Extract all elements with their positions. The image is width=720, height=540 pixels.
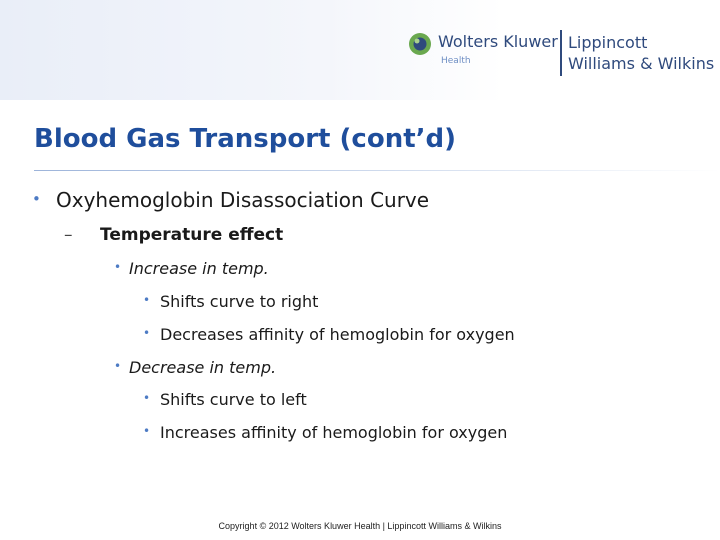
bullet-dot-icon: •	[143, 293, 151, 307]
bullet-text: Increase in temp.	[129, 259, 269, 278]
bullet-text: Shifts curve to left	[160, 390, 307, 409]
bullet-dot-icon: •	[32, 190, 41, 208]
bullet-dot-icon: •	[143, 326, 151, 340]
bullet-level-3	[114, 358, 277, 377]
dash-marker-icon: –	[64, 225, 73, 245]
bullet-text: Increases affinity of hemoglobin for oxygen	[160, 423, 508, 442]
bullet-dot-icon: •	[114, 359, 122, 373]
partner-name	[568, 32, 714, 74]
slide-title: Blood Gas Transport (cont’d)	[34, 124, 457, 154]
bullet-text: Decreases affinity of hemoglobin for oxygen	[160, 325, 515, 344]
copyright-footer: Copyright © 2012 Wolters Kluwer Health | Lippincott Williams & Wilkins	[218, 521, 502, 531]
bullet-level-1	[32, 188, 430, 212]
bullet-dot-icon: •	[143, 391, 151, 405]
bullet-text: Oxyhemoglobin Disassociation Curve	[56, 188, 430, 212]
wolters-kluwer-logo-icon	[408, 32, 432, 56]
brand-name: Wolters Kluwer	[438, 32, 558, 51]
partner-name-line-2: Williams & Wilkins	[568, 54, 715, 73]
publisher-logo	[408, 30, 720, 82]
bullet-dot-icon: •	[143, 424, 151, 438]
logo-divider	[560, 30, 562, 76]
bullet-level-4	[143, 292, 319, 311]
bullet-level-4	[143, 325, 515, 344]
partner-name-line-1: Lippincott	[568, 33, 648, 52]
bullet-level-4	[143, 423, 508, 442]
bullet-text: Decrease in temp.	[129, 358, 277, 377]
bullet-level-3	[114, 259, 269, 278]
bullet-dot-icon: •	[114, 260, 122, 274]
bullet-text: Temperature effect	[100, 225, 284, 245]
bullet-level-2	[64, 225, 284, 245]
bullet-level-4	[143, 390, 307, 409]
brand-subtitle: Health	[441, 56, 471, 66]
bullet-text: Shifts curve to right	[160, 292, 319, 311]
title-divider	[34, 170, 720, 171]
